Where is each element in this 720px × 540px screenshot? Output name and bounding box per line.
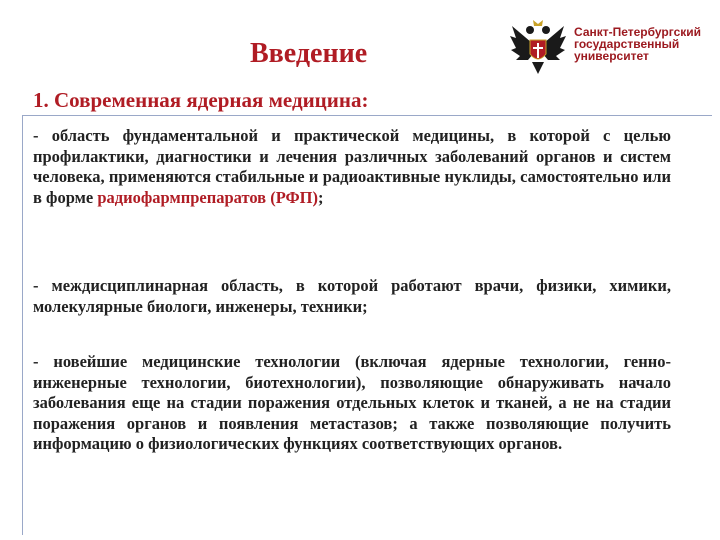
university-logo bbox=[508, 18, 708, 78]
university-name bbox=[574, 26, 701, 62]
paragraph-1-end: ; bbox=[318, 187, 324, 207]
logo-line-3: университет bbox=[574, 49, 649, 63]
divider-line bbox=[22, 115, 712, 116]
page-title: Введение bbox=[250, 38, 368, 69]
left-border-line bbox=[22, 115, 23, 535]
section-heading: 1. Современная ядерная медицина: bbox=[33, 88, 369, 112]
double-headed-eagle-icon bbox=[508, 18, 568, 78]
logo-line-2: государственный bbox=[574, 37, 680, 51]
paragraph-1 bbox=[33, 126, 671, 208]
paragraph-2: - междисциплинарная область, в которой работают врачи, физики, химики, молекулярные биологи, инженеры, техники; bbox=[33, 276, 671, 316]
rfp-highlight: радиофармпрепаратов (РФП) bbox=[97, 187, 319, 207]
paragraph-1-text: - область фундаментальной и практической медицины, в которой с целью профилактики, диагностики и лечения различных заболеваний органов и систем человека, применяются стабильные и радиоактивные нуклиды, самостоятельно или в форме bbox=[33, 126, 671, 207]
logo-line-1: Санкт-Петербургский bbox=[574, 25, 702, 39]
paragraph-3: - новейшие медицинские технологии (включая ядерные технологии, генно-инженерные технологии, биотехнологии), позволяющие обнаруживать начало заболевания еще на стадии поражения отдельных клеток и тканей, а не на стадии поражения органов и появления метастазов; а также позволяющие получить информацию о физиологических функциях соответствующих органов. bbox=[33, 352, 671, 453]
